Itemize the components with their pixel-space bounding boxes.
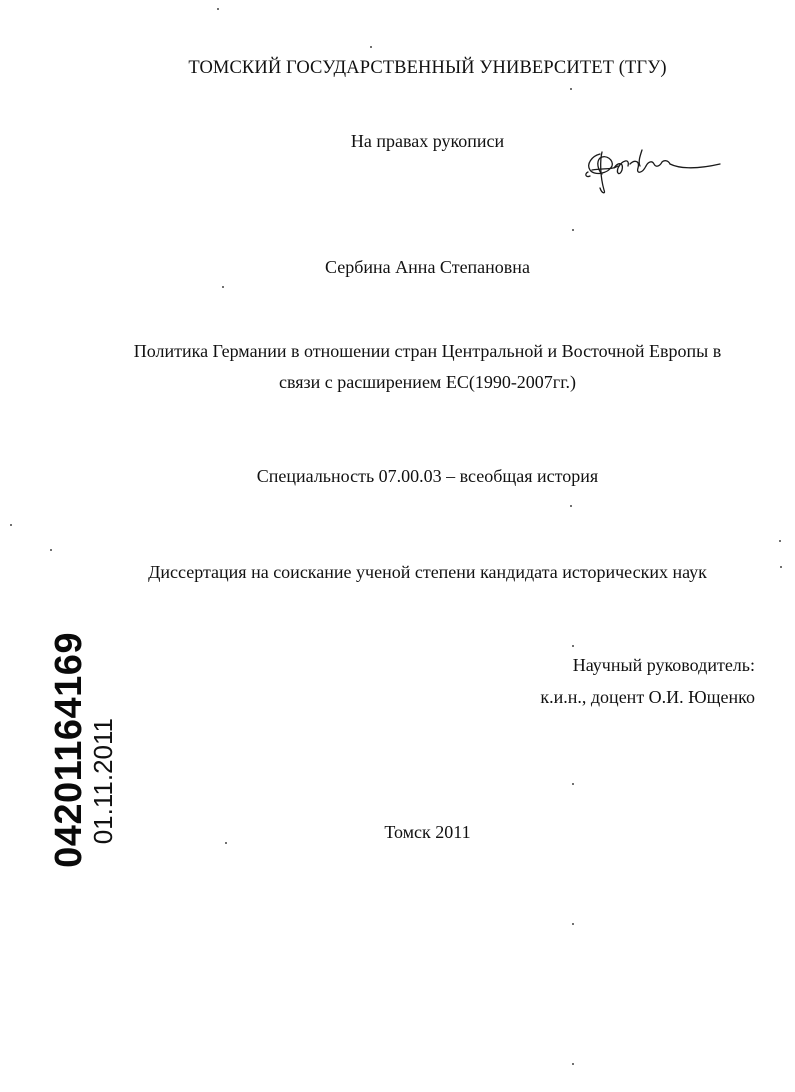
university-name: ТОМСКИЙ ГОСУДАРСТВЕННЫЙ УНИВЕРСИТЕТ (ТГУ) <box>188 58 667 78</box>
advisor-name: к.и.н., доцент О.И. Ющенко <box>540 687 755 707</box>
scan-speck <box>50 549 52 551</box>
stamp-number: 04201164169 <box>48 632 90 868</box>
advisor-label: Научный руководитель: <box>572 655 755 675</box>
scan-speck <box>570 505 572 507</box>
stamp-date: 01.11.2011 <box>88 718 118 845</box>
scan-speck <box>217 8 219 10</box>
scan-speck <box>570 88 572 90</box>
scan-speck <box>572 1063 574 1065</box>
city-year: Томск 2011 <box>384 822 471 842</box>
library-stamp <box>20 630 118 870</box>
dissertation-title-line-1: Политика Германии в отношении стран Центральной и Восточной Европы в <box>133 341 722 361</box>
degree-statement: Диссертация на соискание ученой степени кандидата исторических наук <box>148 562 707 582</box>
handwritten-signature <box>578 140 728 200</box>
scan-speck <box>222 286 224 288</box>
specialty: Специальность 07.00.03 – всеобщая история <box>256 466 599 486</box>
scan-speck <box>572 645 574 647</box>
manuscript-rights-note: На правах рукописи <box>350 131 505 151</box>
scan-speck <box>572 229 574 231</box>
scan-speck <box>370 46 372 48</box>
dissertation-title-line-2: связи с расширением ЕС(1990-2007гг.) <box>278 372 577 392</box>
scan-speck <box>10 524 12 526</box>
scan-speck <box>780 566 782 568</box>
scan-speck <box>572 783 574 785</box>
scan-speck <box>779 540 781 542</box>
author-name: Сербина Анна Степановна <box>325 257 530 277</box>
scan-speck <box>572 923 574 925</box>
scan-speck <box>225 842 227 844</box>
